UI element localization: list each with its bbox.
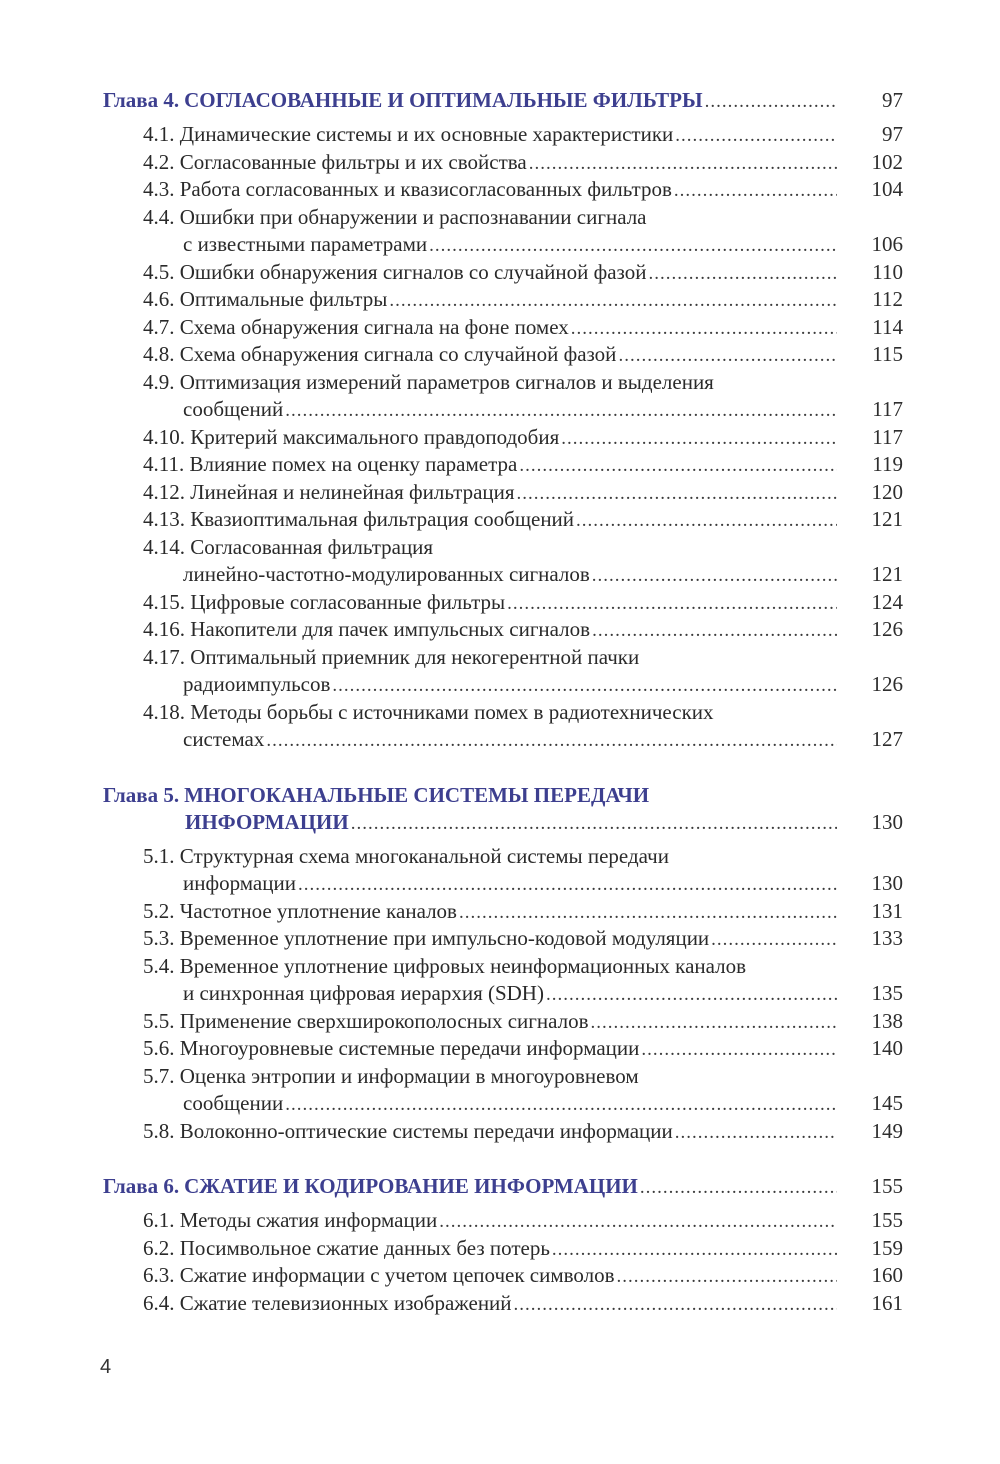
chapter-title: СЖАТИЕ И КОДИРОВАНИЕ ИНФОРМАЦИИ (184, 1174, 638, 1198)
section-list (103, 1208, 903, 1318)
section-title-continued: линейно-частотно-модулированных сигналов (183, 562, 590, 586)
section-title: Методы борьбы с источниками помех в радиотехнических (190, 699, 714, 724)
section-title: Цифровые согласованные фильтры (190, 589, 506, 614)
toc-entry-line (103, 370, 903, 398)
dot-leader (705, 91, 837, 113)
dot-leader (571, 318, 837, 340)
dot-leader (552, 1239, 837, 1261)
chapter-page: 130 (871, 809, 903, 834)
toc-entry-line (103, 1064, 903, 1092)
section-number: 5.7. (143, 1063, 175, 1088)
section-number: 5.2. (143, 898, 175, 923)
dot-leader (617, 1266, 837, 1288)
dot-leader (592, 620, 837, 642)
toc-entry (103, 1064, 903, 1119)
section-page: 117 (872, 397, 903, 421)
toc-entry-line (103, 1009, 903, 1037)
toc-entry (103, 205, 903, 260)
section-page: 121 (871, 562, 903, 586)
toc-entry (103, 122, 903, 150)
section-title-continued: информации (183, 871, 296, 895)
dot-leader (618, 345, 837, 367)
section-page: 149 (871, 1118, 903, 1143)
section-title: Временное уплотнение при импульсно-кодовой модуляции (179, 926, 710, 950)
section-number: 5.4. (143, 953, 175, 978)
toc-entry (103, 342, 903, 370)
section-number: 4.17. (143, 644, 185, 669)
toc-entry-line (103, 535, 903, 563)
section-title: Частотное уплотнение каналов (179, 898, 457, 923)
section-page: 140 (871, 1036, 903, 1060)
chapter-title: МНОГОКАНАЛЬНЫЕ СИСТЕМЫ ПЕРЕДАЧИ (184, 782, 650, 807)
section-title: Волоконно-оптические системы передачи информации (179, 1118, 673, 1143)
toc-entry (103, 899, 903, 927)
section-title: Согласованные фильтры и их свойства (179, 149, 527, 174)
section-number: 5.1. (143, 843, 175, 868)
section-page: 121 (871, 507, 903, 531)
toc-entry-line (103, 1036, 903, 1064)
section-page: 155 (871, 1208, 903, 1232)
section-number: 4.2. (143, 149, 175, 174)
dot-leader (517, 483, 837, 505)
section-number: 4.11. (143, 452, 185, 476)
toc-entry-line (103, 645, 903, 673)
section-page: 112 (872, 287, 903, 311)
dot-leader (674, 180, 837, 202)
section-title: Влияние помех на оценку параметра (189, 452, 518, 476)
dot-leader (648, 263, 837, 285)
toc-entry-line (103, 452, 903, 480)
dot-leader (439, 1211, 837, 1233)
toc-entry-line (103, 926, 903, 954)
dot-leader (266, 730, 837, 752)
section-title-continued: системах (183, 727, 265, 751)
toc-entry-line (103, 287, 903, 315)
section-number: 6.3. (143, 1263, 175, 1287)
section-number: 4.13. (143, 507, 185, 531)
chapter-label: Глава 6. (103, 1174, 180, 1198)
section-page: 131 (871, 898, 903, 923)
dot-leader (285, 1094, 837, 1116)
toc-entry-line (103, 590, 903, 618)
chapter-heading-continued (103, 810, 903, 837)
dot-leader (591, 1012, 837, 1034)
toc-entry-line-continued (103, 981, 903, 1009)
section-page: 117 (872, 424, 903, 449)
section-number: 4.16. (143, 617, 185, 641)
page-number: 4 (100, 1356, 112, 1378)
toc-entry-line (103, 315, 903, 343)
section-title: Оценка энтропии и информации в многоуровневом (179, 1063, 639, 1088)
toc-entry (103, 700, 903, 755)
section-page: 126 (871, 672, 903, 696)
toc-entry-line (103, 507, 903, 535)
toc-entry-line (103, 1119, 903, 1147)
section-page: 127 (871, 727, 903, 751)
section-page: 135 (871, 981, 903, 1005)
section-number: 4.4. (143, 204, 175, 229)
section-title: Временное уплотнение цифровых неинформационных каналов (179, 953, 747, 978)
dot-leader (514, 1294, 837, 1316)
toc-entry-line-continued (103, 727, 903, 755)
section-number: 4.15. (143, 589, 185, 614)
section-page: 161 (871, 1290, 903, 1315)
dot-leader (285, 400, 837, 422)
section-title: Критерий максимального правдоподобия (190, 424, 560, 449)
toc-entry (103, 287, 903, 315)
section-number: 4.3. (143, 177, 175, 201)
toc-entry-line (103, 122, 903, 150)
section-page: 130 (871, 871, 903, 895)
section-page: 133 (871, 926, 903, 950)
section-title: Работа согласованных и квазисогласованных фильтров (179, 177, 672, 201)
toc-entry (103, 507, 903, 535)
section-number: 4.9. (143, 369, 175, 394)
toc-entry (103, 1009, 903, 1037)
toc-entry-line-continued (103, 672, 903, 700)
section-number: 4.10. (143, 424, 185, 449)
toc-entry-line (103, 480, 903, 508)
section-title: Посимвольное сжатие данных без потерь (179, 1235, 550, 1260)
dot-leader (641, 1039, 837, 1061)
section-page: 119 (872, 452, 903, 476)
toc-entry (103, 1236, 903, 1264)
toc-entry-line-continued (103, 1091, 903, 1119)
dot-leader (529, 153, 837, 175)
section-title-continued: сообщений (183, 397, 284, 421)
section-list (103, 844, 903, 1147)
dot-leader (561, 428, 837, 450)
chapter-block (103, 783, 903, 1147)
table-of-contents (103, 88, 903, 1346)
section-number: 4.8. (143, 342, 175, 366)
section-number: 6.1. (143, 1208, 175, 1232)
section-title: Многоуровневые системные передачи информации (179, 1036, 640, 1060)
toc-entry-line (103, 425, 903, 453)
toc-entry (103, 315, 903, 343)
dot-leader (332, 675, 837, 697)
toc-entry (103, 177, 903, 205)
section-title: Оптимальный приемник для некогерентной пачки (190, 644, 640, 669)
section-title: Сжатие информации с учетом цепочек символов (179, 1263, 615, 1287)
section-number: 5.3. (143, 926, 175, 950)
toc-entry (103, 844, 903, 899)
toc-entry (103, 1208, 903, 1236)
section-number: 5.5. (143, 1008, 175, 1033)
chapter-page: 97 (882, 88, 903, 112)
section-title: Оптимизация измерений параметров сигналов и выделения (179, 369, 714, 394)
section-page: 104 (871, 177, 903, 201)
dot-leader (298, 874, 837, 896)
dot-leader (675, 125, 837, 147)
chapter-label: Глава 4. (103, 88, 180, 112)
section-number: 5.8. (143, 1118, 175, 1143)
section-title: Схема обнаружения сигнала на фоне помех (179, 314, 569, 339)
chapter-title: СОГЛАСОВАННЫЕ И ОПТИМАЛЬНЫЕ ФИЛЬТРЫ (184, 88, 703, 112)
section-number: 4.1. (143, 122, 175, 146)
toc-entry-line-continued (103, 397, 903, 425)
toc-entry (103, 617, 903, 645)
section-page: 102 (871, 149, 903, 174)
section-page: 120 (871, 479, 903, 504)
section-number: 4.6. (143, 287, 175, 311)
toc-entry-line (103, 899, 903, 927)
section-title-continued: с известными параметрами (183, 232, 428, 256)
toc-entry (103, 370, 903, 425)
section-number: 4.14. (143, 534, 185, 559)
section-title-continued: сообщении (183, 1091, 284, 1115)
chapter-label: Глава 5. (103, 782, 180, 807)
section-page: 115 (872, 342, 903, 366)
toc-entry-line (103, 1208, 903, 1236)
dot-leader (640, 1177, 837, 1199)
toc-entry-line (103, 844, 903, 872)
toc-entry-line (103, 700, 903, 728)
toc-entry-line-continued (103, 562, 903, 590)
dot-leader (576, 510, 837, 532)
chapter-heading (103, 783, 903, 810)
toc-entry (103, 1119, 903, 1147)
dot-leader (459, 902, 837, 924)
toc-entry (103, 260, 903, 288)
chapter-heading (103, 1174, 903, 1201)
toc-entry-line (103, 617, 903, 645)
section-title: Ошибки при обнаружении и распознавании сигнала (179, 204, 647, 229)
dot-leader (592, 565, 837, 587)
chapter-title-continued: ИНФОРМАЦИИ (185, 809, 349, 834)
section-title: Применение сверхширокополосных сигналов (179, 1008, 589, 1033)
dot-leader (429, 235, 837, 257)
section-title: Оптимальные фильтры (179, 287, 388, 311)
section-page: 97 (882, 122, 903, 146)
section-title: Динамические системы и их основные характеристики (179, 122, 674, 146)
section-number: 6.2. (143, 1235, 175, 1260)
section-page: 159 (871, 1235, 903, 1260)
toc-entry (103, 150, 903, 178)
dot-leader (546, 984, 837, 1006)
toc-entry (103, 1291, 903, 1319)
chapter-block (103, 88, 903, 755)
section-title-continued: и синхронная цифровая иерархия (SDH) (183, 981, 544, 1005)
chapter-block (103, 1174, 903, 1318)
toc-entry-line (103, 342, 903, 370)
toc-entry (103, 926, 903, 954)
section-title: Ошибки обнаружения сигналов со случайной фазой (179, 259, 647, 284)
toc-entry-line (103, 1263, 903, 1291)
toc-entry (103, 645, 903, 700)
toc-entry-line (103, 1291, 903, 1319)
section-number: 5.6. (143, 1036, 175, 1060)
toc-entry (103, 954, 903, 1009)
section-page: 145 (871, 1091, 903, 1115)
dot-leader (507, 593, 837, 615)
section-list (103, 122, 903, 755)
dot-leader (519, 455, 837, 477)
section-title: Структурная схема многоканальной системы передачи (179, 843, 669, 868)
section-title: Схема обнаружения сигнала со случайной фазой (179, 342, 617, 366)
toc-entry-line-continued (103, 871, 903, 899)
section-number: 6.4. (143, 1290, 175, 1315)
toc-entry (103, 480, 903, 508)
toc-entry-line (103, 150, 903, 178)
dot-leader (351, 813, 837, 835)
toc-entry-line (103, 260, 903, 288)
section-title: Накопители для пачек импульсных сигналов (190, 617, 591, 641)
toc-entry (103, 452, 903, 480)
toc-entry (103, 1263, 903, 1291)
toc-entry (103, 590, 903, 618)
dot-leader (675, 1122, 837, 1144)
toc-entry (103, 1036, 903, 1064)
toc-entry-line-continued (103, 232, 903, 260)
toc-entry-line (103, 177, 903, 205)
section-page: 114 (872, 314, 903, 339)
section-page: 160 (871, 1263, 903, 1287)
section-page: 110 (872, 259, 903, 284)
toc-entry-line (103, 1236, 903, 1264)
section-number: 4.7. (143, 314, 175, 339)
section-number: 4.18. (143, 699, 185, 724)
section-title: Согласованная фильтрация (190, 534, 434, 559)
section-title: Линейная и нелинейная фильтрация (190, 479, 515, 504)
toc-entry (103, 535, 903, 590)
dot-leader (389, 290, 837, 312)
section-page: 106 (871, 232, 903, 256)
section-title: Квазиоптимальная фильтрация сообщений (190, 507, 575, 531)
toc-entry-line (103, 954, 903, 982)
section-page: 124 (871, 589, 903, 614)
section-title: Сжатие телевизионных изображений (179, 1290, 512, 1315)
section-title-continued: радиоимпульсов (183, 672, 331, 696)
section-page: 126 (871, 617, 903, 641)
section-title: Методы сжатия информации (179, 1208, 438, 1232)
chapter-page: 155 (871, 1174, 903, 1198)
toc-entry (103, 425, 903, 453)
chapter-heading (103, 88, 903, 115)
section-page: 138 (871, 1008, 903, 1033)
section-number: 4.5. (143, 259, 175, 284)
toc-entry-line (103, 205, 903, 233)
dot-leader (711, 929, 837, 951)
section-number: 4.12. (143, 479, 185, 504)
